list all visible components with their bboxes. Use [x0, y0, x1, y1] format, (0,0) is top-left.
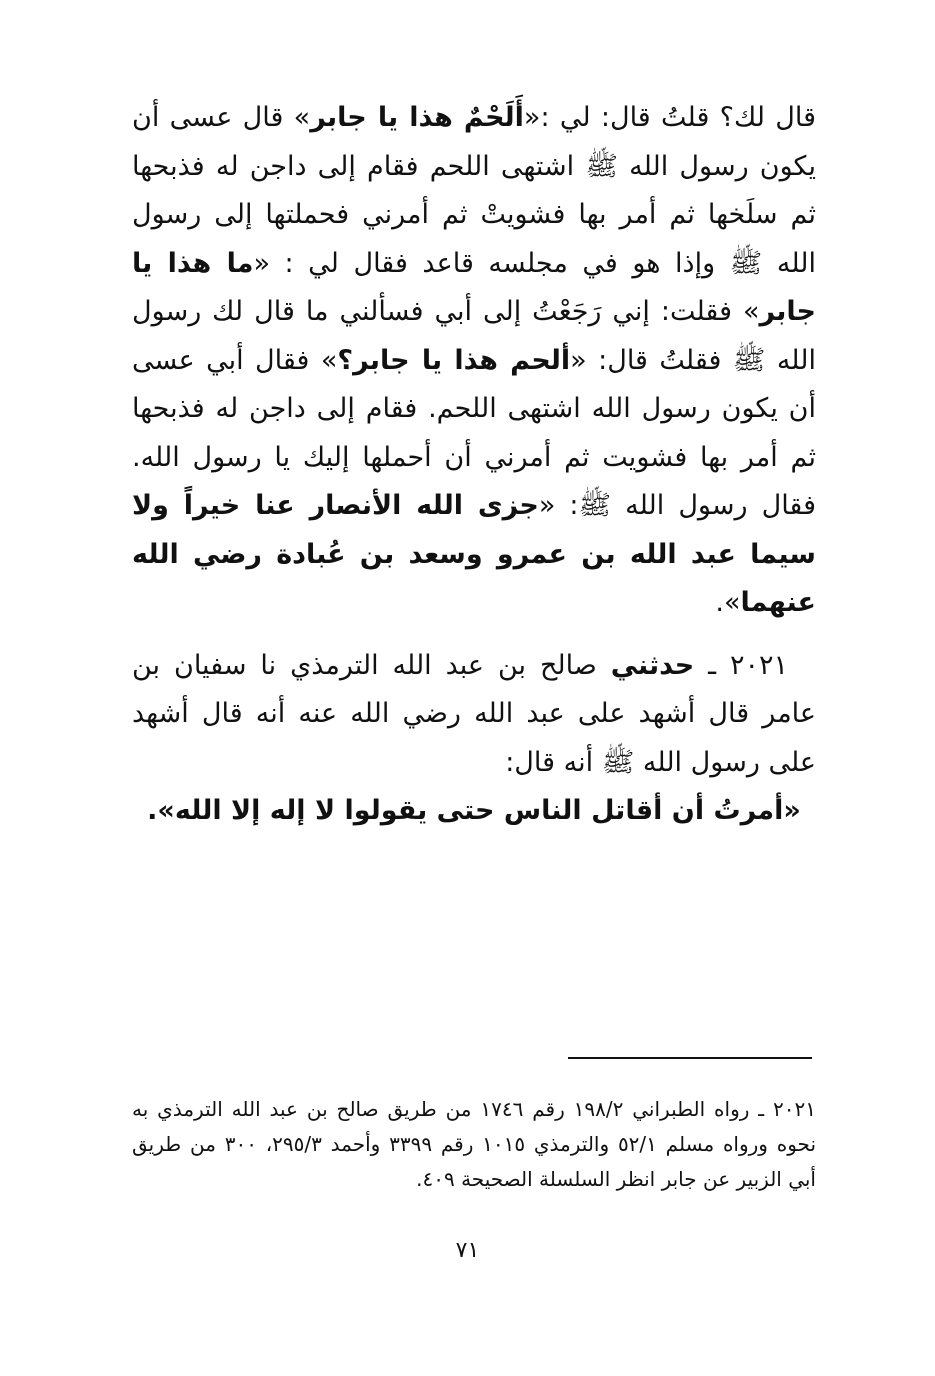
text-segment: قال لك؟ قلتُ قال: لي :« — [523, 102, 816, 133]
hadith-2020-continuation — [132, 94, 816, 628]
bold-quote-segment: جزى الله الأنصار عنا خيراً ولا سيما عبد الله بن عمرو وسعد بن عُبادة رضي الله عنهما — [132, 490, 816, 618]
hadith-chain-text: صالح بن عبد الله الترمذي نا سفيان بن عامر قال أشهد على عبد الله رضي الله عنه أنه قال أشهد على رسول الله ﷺ أنه قال: — [132, 649, 816, 778]
text-segment: » فقال أبي عسى أن يكون رسول الله اشتهى اللحم. فقام إلى داجن له فذبحها ثم أمر بها فشويت ثم أمرني أن أحملها إليك يا رسول الله. فقال رسول الله ﷺ: « — [132, 344, 816, 521]
bold-quote-segment: ألحم هذا يا جابر؟ — [337, 344, 571, 376]
main-text-block — [132, 94, 816, 836]
hadith-number: ٢٠٢١ ـ — [694, 649, 788, 681]
bold-quote-segment: أَلَحْمٌ هذا يا جابر — [310, 102, 524, 133]
narration-verb: حدثني — [610, 649, 695, 681]
text-segment: » قال عسى أن يكون رسول الله ﷺ اشتهى اللحم فقام إلى داجن له فذبحها ثم سلَخها ثم أمر بها فشويتْ ثم أمرني فحملتها إلى رسول الله ﷺ وإذا هو في مجلسه قاعد فقال لي : « — [132, 102, 816, 279]
text-segment: » فقلت: إني رَجَعْتُ إلى أبي فسألني ما قال لك رسول الله ﷺ فقلتُ قال: « — [132, 296, 816, 376]
bold-quote-segment: ما هذا يا جابر — [132, 247, 816, 327]
hadith-2021 — [132, 642, 816, 788]
page-number: ٧١ — [455, 1238, 480, 1263]
hadith-2021-quote: «أمرتُ أن أقاتل الناس حتى يقولوا لا إله إلا الله». — [147, 795, 801, 826]
footnote-divider — [568, 1057, 812, 1059]
footnote: ٢٠٢١ ـ رواه الطبراني ١٩٨/٢ رقم ١٧٤٦ من طريق صالح بن عبد الله الترمذي به نحوه ورواه مسلم ٥٢/١ والترمذي ١٠١٥ رقم ٣٣٩٩ وأحمد ٢٩٥/٣، ٣٠٠ من طريق أبي الزبير عن جابر انظر السلسلة الصحيحة ٤٠٩. — [132, 1097, 817, 1191]
text-segment: ». — [715, 587, 741, 618]
